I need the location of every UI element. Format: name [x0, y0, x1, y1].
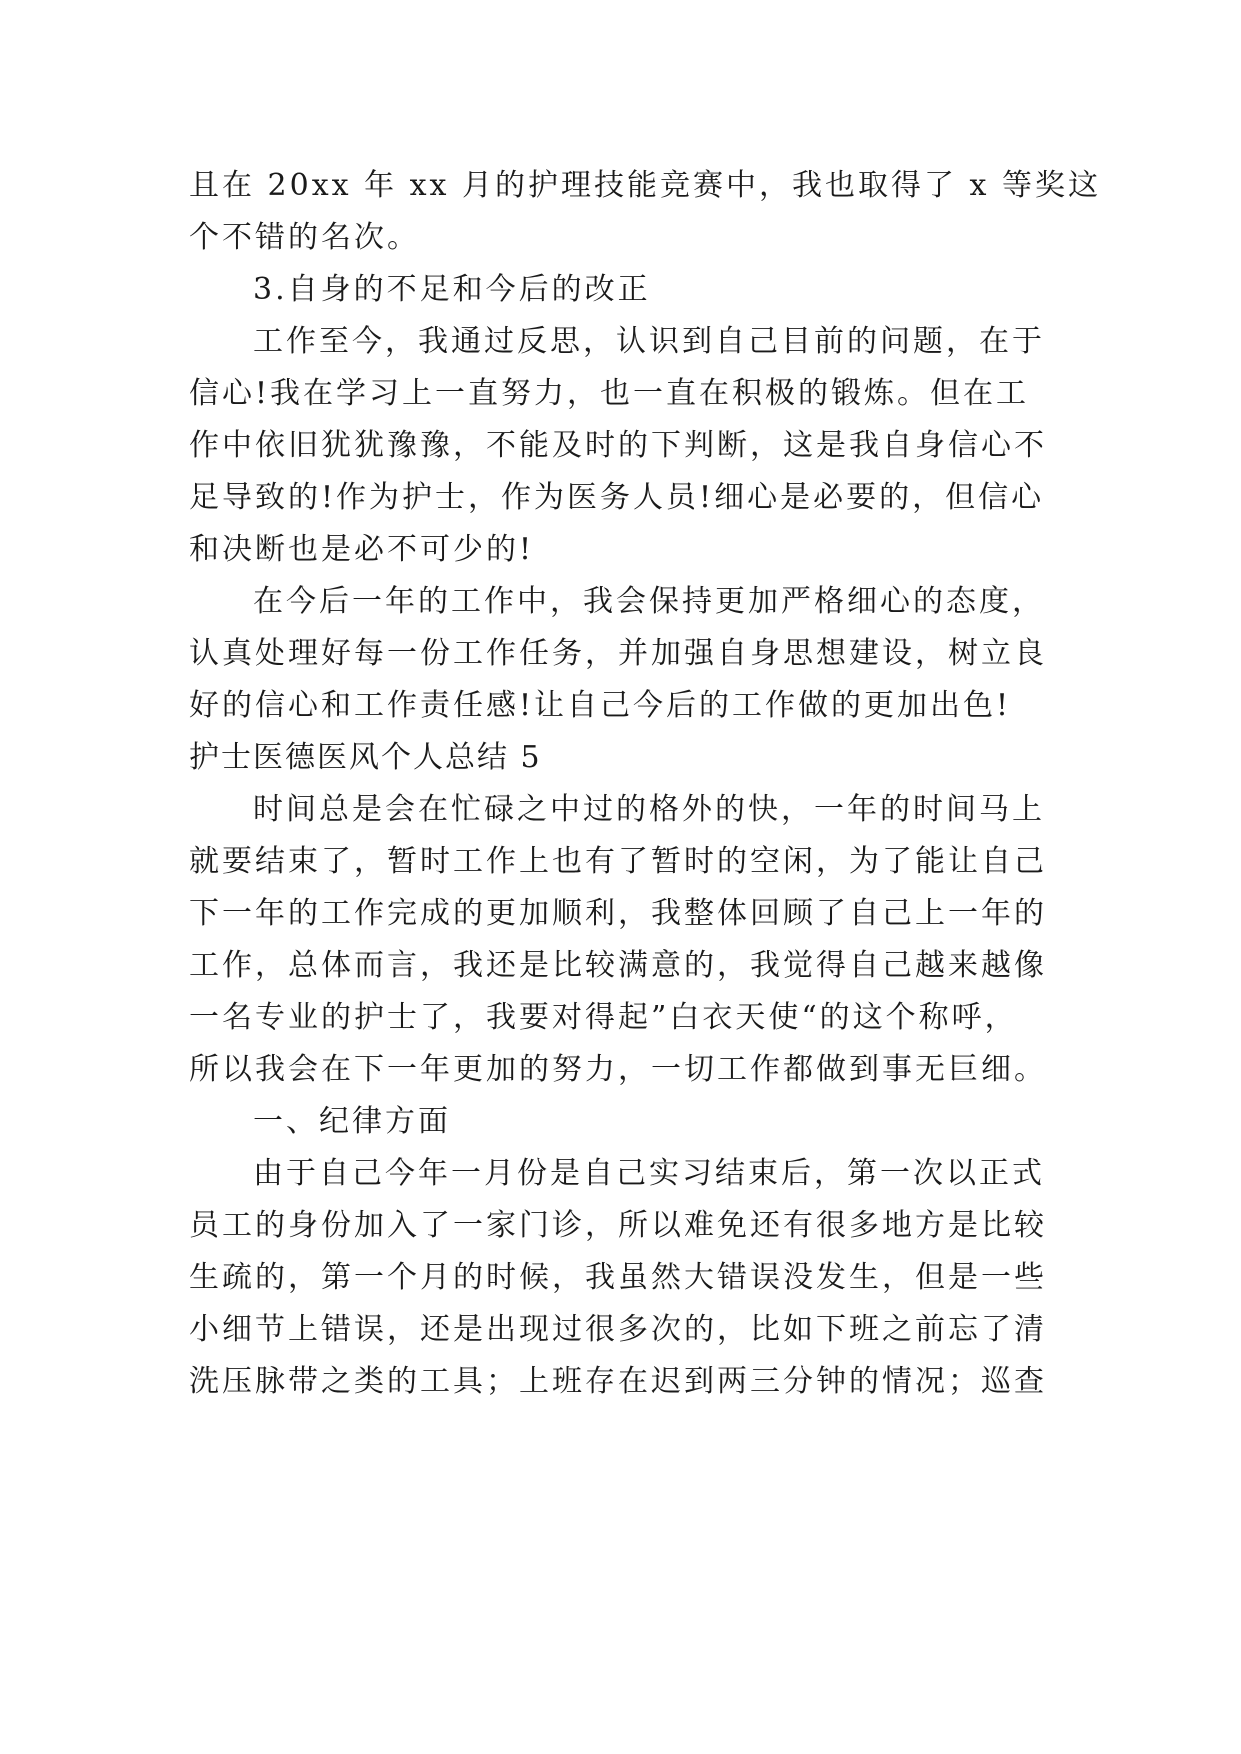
text-line: 作中依旧犹犹豫豫，不能及时的下判断，这是我自身信心不 [189, 428, 1047, 463]
text-line: 和决断也是必不可少的! [189, 532, 535, 567]
text-line: 洗压脉带之类的工具；上班存在迟到两三分钟的情况；巡查 [189, 1364, 1047, 1399]
subheading-discipline: 一、纪律方面 [253, 1104, 451, 1139]
text-line: 下一年的工作完成的更加顺利，我整体回顾了自己上一年的 [189, 896, 1047, 931]
text-line: 就要结束了，暂时工作上也有了暂时的空闲，为了能让自己 [189, 844, 1047, 879]
subheading-shortcomings: 3.自身的不足和今后的改正 [253, 272, 651, 307]
text-line: 所以我会在下一年更加的努力，一切工作都做到事无巨细。 [189, 1052, 1047, 1087]
text-line: 足导致的!作为护士，作为医务人员!细心是必要的，但信心 [189, 480, 1045, 515]
paragraph-reflection [189, 316, 1069, 576]
paragraph-award [189, 160, 1101, 264]
paragraph-discipline [189, 1148, 1069, 1408]
text-line: 工作至今，我通过反思，认识到自己目前的问题，在于 [253, 324, 1045, 359]
text-line: 时间总是会在忙碌之中过的格外的快，一年的时间马上 [253, 792, 1045, 827]
text-line: 小细节上错误，还是出现过很多次的，比如下班之前忘了清 [189, 1312, 1047, 1347]
text-line: 工作，总体而言，我还是比较满意的，我觉得自己越来越像 [189, 948, 1047, 983]
document-body [189, 160, 1101, 1408]
text-line: 在今后一年的工作中，我会保持更加严格细心的态度， [253, 584, 1045, 619]
text-line: 认真处理好每一份工作任务，并加强自身思想建设，树立良 [189, 636, 1047, 671]
text-line: 个不错的名次。 [189, 220, 420, 255]
text-line: 生疏的，第一个月的时候，我虽然大错误没发生，但是一些 [189, 1260, 1047, 1295]
text-line: 信心!我在学习上一直努力，也一直在积极的锻炼。但在工 [189, 376, 1030, 411]
section-title: 护士医德医风个人总结 5 [189, 740, 542, 775]
paragraph-future-plans [189, 576, 1069, 732]
paragraph-year-review [189, 784, 1069, 1096]
text-line: 一名专业的护士了，我要对得起”白衣天使“的这个称呼， [189, 1000, 1018, 1035]
text-line: 员工的身份加入了一家门诊，所以难免还有很多地方是比较 [189, 1208, 1047, 1243]
text-line: 好的信心和工作责任感!让自己今后的工作做的更加出色! [189, 688, 1012, 723]
text-line: 由于自己今年一月份是自己实习结束后，第一次以正式 [253, 1156, 1045, 1191]
text-line: 且在 20xx 年 xx 月的护理技能竞赛中，我也取得了 x 等奖这 [189, 168, 1101, 203]
